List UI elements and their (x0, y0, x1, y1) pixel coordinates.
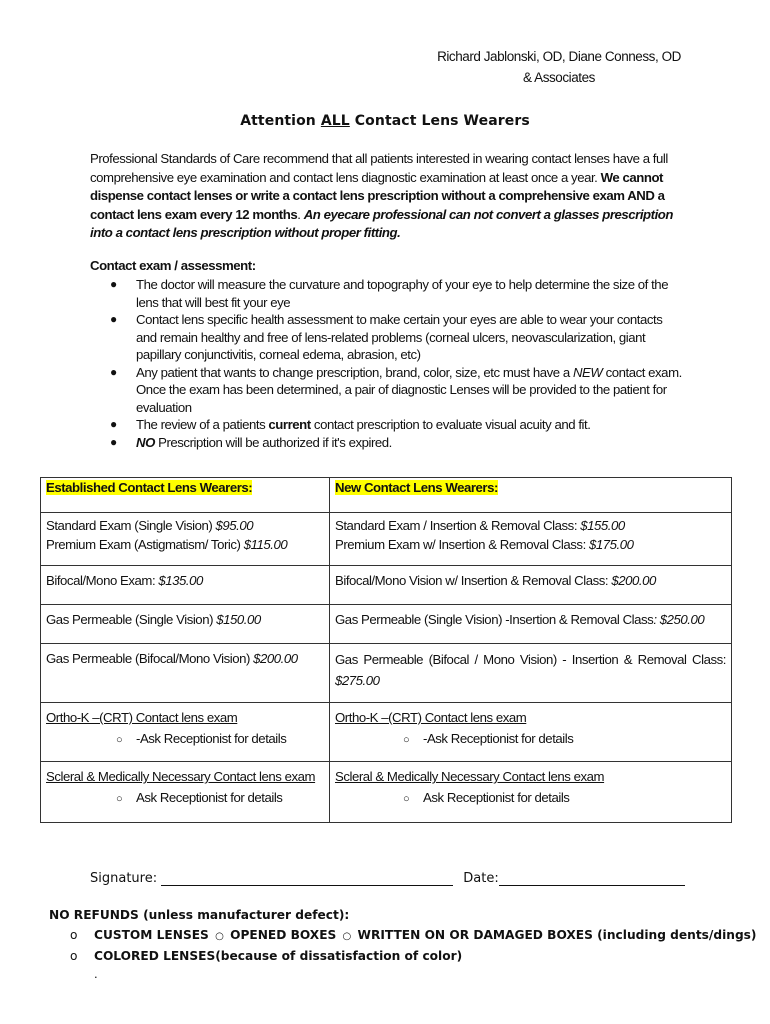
price-line: Gas Permeable (Single Vision) -Insertion & Removal Class: $250.00 (335, 612, 705, 627)
price-line: Standard Exam (Single Vision) $95.00 (46, 518, 254, 533)
ortho-k-note: ○ -Ask Receptionist for details (46, 729, 324, 750)
established-header-cell (41, 478, 330, 513)
table-row (41, 605, 732, 644)
ortho-k-note: ○ -Ask Receptionist for details (335, 729, 726, 750)
circle-separator-icon: ○ (215, 931, 224, 942)
intro-warning: An eyecare professional can not convert a glasses prescription into a contact lens prescription without proper fitting. (90, 206, 674, 240)
price-line: Premium Exam w/ Insertion & Removal Class: $175.00 (335, 537, 634, 552)
scleral-title: Scleral & Medically Necessary Contact lens exam (46, 769, 316, 784)
scleral-note: ○ Ask Receptionist for details (46, 788, 324, 809)
price-line: Gas Permeable (Single Vision) $150.00 (46, 612, 261, 627)
price-line: Standard Exam / Insertion & Removal Class: $155.00 (335, 518, 625, 533)
table-header-row (41, 478, 732, 513)
established-header: Established Contact Lens Wearers: (46, 480, 253, 495)
exam-bullet-list (108, 276, 683, 451)
circle-bullet-icon: o (70, 948, 78, 963)
bullet-icon: ● (110, 434, 117, 449)
list-item: o CUSTOM LENSES ○ OPENED BOXES ○ WRITTEN ON OR DAMAGED BOXES (including dents/dings) (70, 926, 757, 947)
list-item: ● Any patient that wants to change prescription, brand, color, size, etc must have a NEW contact exam. Once the exam has been determined, a pair of diagnostic Lenses will be provided to the patient for evaluation (110, 364, 682, 415)
price-line: Bifocal/Mono Exam: $135.00 (46, 573, 203, 588)
practice-header (420, 46, 698, 88)
bullet-icon: ● (110, 277, 117, 291)
signature-line[interactable] (161, 870, 453, 886)
new-header-cell (330, 478, 732, 513)
title-emphasis: ALL (320, 113, 350, 129)
refund-policy-list (70, 926, 757, 966)
bullet-icon: ● (110, 312, 117, 326)
price-line: Premium Exam (Astigmatism/ Toric) $115.00 (46, 537, 288, 552)
circle-bullet-icon: ○ (403, 734, 410, 746)
practice-names: Richard Jablonski, OD, Diane Conness, OD (437, 49, 681, 64)
price-line: Bifocal/Mono Vision w/ Insertion & Removal Class: $200.00 (335, 573, 656, 588)
page-title: Attention ALL Contact Lens Wearers (240, 113, 530, 129)
list-item: ● Contact lens specific health assessment to make certain your eyes are able to wear your contacts and remain healthy and free of lens-related problems (corneal ulcers, neovascularization, giant papillary conjunctivitis, corneal edema, abrasion, etc) (110, 312, 663, 362)
circle-bullet-icon: ○ (403, 793, 410, 805)
circle-bullet-icon: o (70, 928, 78, 942)
circle-bullet-icon: ○ (116, 734, 123, 746)
bullet-icon: ● (110, 417, 117, 431)
scleral-note: ○ Ask Receptionist for details (335, 788, 726, 809)
table-row (41, 566, 732, 605)
date-line[interactable] (499, 870, 685, 886)
circle-bullet-icon: ○ (116, 793, 123, 805)
list-item: ● The doctor will measure the curvature and topography of your eye to help determine the size of the lens that will best fit your eye (110, 277, 669, 310)
pricing-table (40, 477, 732, 823)
section-heading: Contact exam / assessment: (90, 258, 256, 273)
table-row (41, 762, 732, 823)
bullet-icon: ● (110, 364, 117, 379)
refund-policy-title: NO REFUNDS (unless manufacturer defect): (49, 908, 350, 922)
trailing-period: . (94, 966, 98, 981)
signature-block (90, 870, 685, 886)
new-header: New Contact Lens Wearers: (335, 480, 498, 495)
ortho-k-title: Ortho-K –(CRT) Contact lens exam (46, 710, 238, 725)
list-item: ● The review of a patients current contact prescription to evaluate visual acuity and fit. (110, 417, 591, 432)
intro-requirement: We cannot dispense contact lenses or write a contact lens prescription without a comprehensive exam AND a contact lens exam every 12 months (90, 169, 665, 222)
signature-label: Signature: (90, 871, 158, 886)
table-row (41, 703, 732, 762)
list-item: o COLORED LENSES(because of dissatisfaction of color) (70, 947, 757, 967)
table-row (41, 644, 732, 703)
list-item: ● NO Prescription will be authorized if it's expired. (110, 434, 392, 450)
scleral-title: Scleral & Medically Necessary Contact lens exam (335, 769, 605, 784)
table-row (41, 513, 732, 566)
ortho-k-title: Ortho-K –(CRT) Contact lens exam (335, 710, 527, 725)
price-line: Gas Permeable (Bifocal / Mono Vision) - Insertion & Removal Class: $275.00 (335, 652, 726, 688)
intro-paragraph: Professional Standards of Care recommend that all patients interested in wearing contact lenses have a full comprehensive eye examination and contact lens diagnostic examination at least once a year. We cannot dispense contact lenses or write a contact lens prescription without a comprehensive exam AND a contact lens exam every 12 months. An eyecare professional can not convert a glasses prescription into a contact lens prescription without proper fitting. (90, 151, 674, 240)
date-label: Date: (463, 871, 499, 886)
circle-separator-icon: ○ (342, 931, 352, 942)
practice-associates: & Associates (523, 70, 595, 85)
price-line: Gas Permeable (Bifocal/Mono Vision) $200.00 (46, 651, 298, 666)
